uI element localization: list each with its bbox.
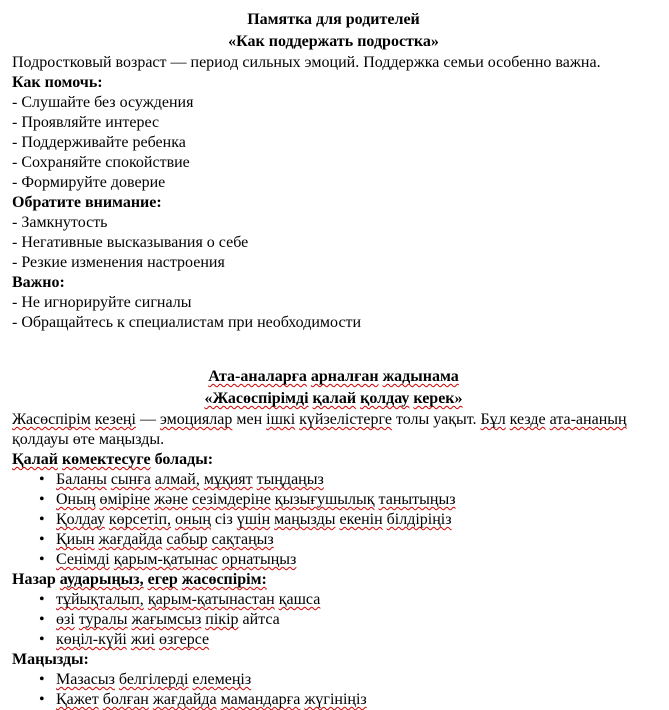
- misspelled-word: кезде: [509, 411, 546, 428]
- misspelled-word: орнатыңыз: [221, 551, 297, 568]
- misspelled-word: өзі: [56, 611, 75, 628]
- misspelled-word: сақтаңыз: [211, 531, 274, 548]
- misspelled-word: қарым-қатынас: [113, 551, 218, 568]
- misspelled-word: сынға: [110, 471, 151, 488]
- misspelled-word: Баланы: [56, 471, 107, 488]
- kk-title-line-1: [12, 366, 655, 388]
- ru-line: - Поддерживайте ребенка: [12, 134, 186, 151]
- misspelled-word: маңызды: [274, 511, 336, 528]
- misspelled-word: қолдау: [360, 390, 410, 407]
- misspelled-word: керек»: [413, 390, 463, 407]
- misspelled-word: қашса: [278, 591, 321, 608]
- ru-blocks: [12, 73, 655, 333]
- bullet-marker: •: [39, 591, 45, 608]
- misspelled-word: танытыңыз: [378, 491, 456, 508]
- misspelled-word: белгілерді: [118, 671, 189, 688]
- kk-heading: [12, 450, 655, 470]
- bullet-marker: •: [39, 511, 45, 528]
- misspelled-word: Оның: [56, 491, 96, 508]
- misspelled-word: пікір: [205, 611, 239, 628]
- kk-intro: [12, 410, 655, 450]
- ru-heading: Важно:: [12, 274, 65, 291]
- misspelled-word: Қолдау: [56, 511, 105, 528]
- misspelled-word: Мазасыз: [56, 671, 115, 688]
- misspelled-word: оның: [175, 511, 211, 528]
- misspelled-word: аударыңыз,: [59, 571, 144, 588]
- ru-heading: Как помочь:: [12, 74, 103, 91]
- word: толы: [395, 411, 430, 428]
- misspelled-word: Қиын: [56, 531, 95, 548]
- ru-line: - Слушайте без осуждения: [12, 94, 194, 111]
- misspelled-word: болған: [102, 691, 149, 708]
- misspelled-word: тыңдаңыз: [256, 471, 324, 488]
- misspelled-word: қалай: [312, 390, 357, 407]
- word: қолдауы: [12, 431, 69, 448]
- misspelled-word: екенін: [339, 511, 383, 528]
- word: уақыт.: [433, 411, 477, 428]
- kk-heading: [12, 570, 655, 590]
- kk-bullet-item: [12, 630, 655, 650]
- ru-line: - Резкие изменения настроения: [12, 254, 225, 271]
- misspelled-word: Қажет: [56, 691, 99, 708]
- misspelled-word: ата-ананың: [549, 411, 627, 428]
- misspelled-word: алмай,: [154, 471, 200, 488]
- misspelled-word: ішкі: [266, 411, 296, 428]
- bullet-marker: •: [39, 631, 45, 648]
- word: болады:: [154, 451, 214, 468]
- misspelled-word: тұйықталып,: [56, 591, 144, 608]
- ru-line: - Сохраняйте спокойствие: [12, 154, 190, 171]
- ru-title-line-1: Памятка для родителей: [247, 11, 420, 28]
- kk-bullet-item: [12, 470, 655, 490]
- kk-heading: [12, 650, 655, 670]
- ru-line: - Формируйте доверие: [12, 174, 166, 191]
- kk-bullet-item: [12, 550, 655, 570]
- ru-line: - Проявляйте интерес: [12, 114, 160, 131]
- word: —: [139, 411, 156, 428]
- kk-bullet-item: [12, 610, 655, 630]
- ru-heading: Обратите внимание:: [12, 194, 162, 211]
- misspelled-word: «Жасөспірімді: [204, 390, 309, 407]
- misspelled-word: Ата-аналарға: [208, 368, 307, 385]
- misspelled-word: білдіріңіз: [386, 511, 452, 528]
- misspelled-word: арналған: [310, 368, 379, 385]
- misspelled-word: мамандарға: [220, 691, 301, 708]
- kk-bullet-item: [12, 590, 655, 610]
- ru-line: - Не игнорируйте сигналы: [12, 294, 192, 311]
- misspelled-word: көңіл-күйі: [56, 631, 127, 648]
- misspelled-word: жиі: [130, 631, 155, 648]
- misspelled-word: және: [154, 491, 188, 508]
- misspelled-word: эмоциялар: [159, 411, 233, 428]
- ru-line: - Замкнутость: [12, 214, 108, 231]
- misspelled-word: егер: [147, 571, 178, 588]
- kk-bullet-item: [12, 690, 655, 710]
- word: Назар: [12, 571, 56, 588]
- misspelled-word: жағымсыз: [131, 611, 202, 628]
- misspelled-word: Жасөспірім: [12, 411, 91, 428]
- misspelled-word: жадынама: [382, 368, 459, 385]
- misspelled-word: күйзелістерге: [299, 411, 392, 428]
- bullet-marker: •: [39, 611, 45, 628]
- ru-intro: Подростковый возраст — период сильных эмоций. Поддержка семьи особенно важна.: [12, 54, 601, 71]
- misspelled-word: сабыр: [166, 531, 208, 548]
- misspelled-word: жасөспірім:: [181, 571, 267, 588]
- bullet-marker: •: [39, 491, 45, 508]
- misspelled-word: қарым-қатынастан: [147, 591, 275, 608]
- bullet-marker: •: [39, 551, 45, 568]
- word: мен: [236, 411, 263, 428]
- kk-title-line-2: [12, 388, 655, 410]
- ru-title-line-2: «Как поддержать подростка»: [228, 33, 439, 50]
- misspelled-word: Бұл: [480, 411, 506, 428]
- misspelled-word: өзгерсе: [158, 631, 210, 648]
- bullet-marker: •: [39, 691, 45, 708]
- word: айтса: [242, 611, 280, 628]
- misspelled-word: елемеңіз: [192, 671, 252, 688]
- bullet-marker: •: [39, 471, 45, 488]
- word: маңызды.: [98, 431, 165, 448]
- misspelled-word: Қалай: [12, 451, 58, 468]
- misspelled-word: көмектесуге: [61, 451, 151, 468]
- section-gap: [12, 333, 655, 366]
- ru-line: - Негативные высказывания о себе: [12, 234, 249, 251]
- word: өте: [72, 431, 95, 448]
- bullet-marker: •: [39, 671, 45, 688]
- kk-bullet-item: [12, 490, 655, 510]
- kk-bullet-item: [12, 670, 655, 690]
- misspelled-word: сезімдеріне: [191, 491, 271, 508]
- ru-line: - Обращайтесь к специалистам при необходимости: [12, 314, 362, 331]
- kk-bullet-item: [12, 530, 655, 550]
- misspelled-word: жүгініңіз: [304, 691, 367, 708]
- kk-blocks: [12, 450, 655, 710]
- word: Маңызды:: [12, 651, 89, 668]
- misspelled-word: жағдайда: [98, 531, 163, 548]
- misspelled-word: туралы: [78, 611, 128, 628]
- misspelled-word: көрсетіп,: [108, 511, 172, 528]
- misspelled-word: өміріне: [99, 491, 151, 508]
- bullet-marker: •: [39, 531, 45, 548]
- misspelled-word: мұқият: [203, 471, 253, 488]
- kk-bullet-item: [12, 510, 655, 530]
- misspelled-word: Сенімді: [56, 551, 110, 568]
- misspelled-word: қызығушылық: [274, 491, 375, 508]
- misspelled-word: үшін: [236, 511, 271, 528]
- misspelled-word: кезеңі: [94, 411, 136, 428]
- misspelled-word: жағдайда: [152, 691, 217, 708]
- word: сіз: [214, 511, 233, 528]
